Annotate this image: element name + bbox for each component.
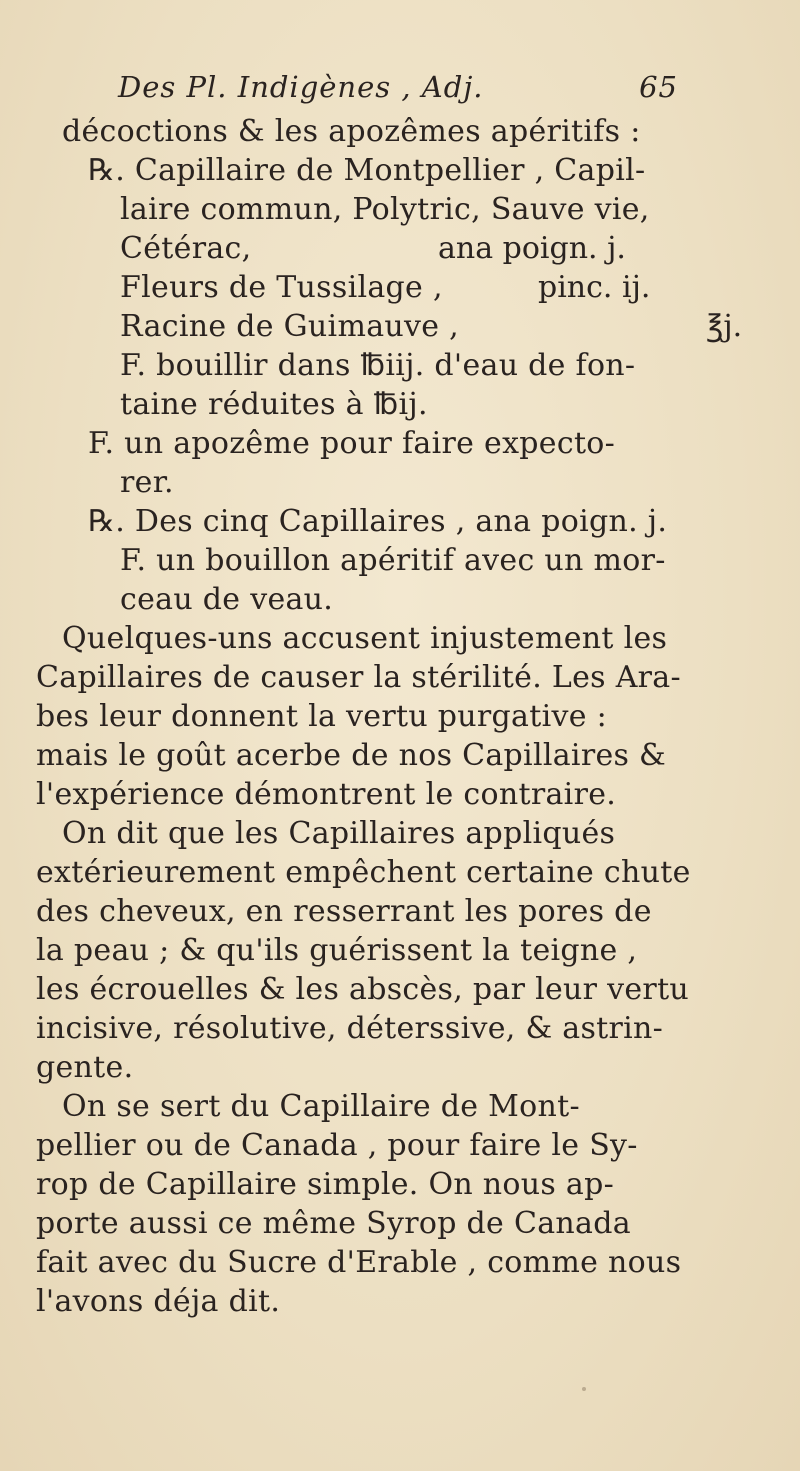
page-header [118, 70, 678, 110]
paper-speck [582, 1387, 586, 1391]
text-line: l'expérience démontrent le contraire. [36, 777, 617, 812]
text-line: F. un apozême pour faire expecto- [88, 426, 616, 461]
text-line: rer. [120, 465, 174, 500]
text-line: l'avons déja dit. [36, 1284, 281, 1319]
quantity-ounce: ℥j. [706, 309, 743, 344]
text-line: extérieurement empêchent certaine chute [36, 855, 691, 890]
running-title: Des Pl. Indigènes , Adj. [118, 70, 484, 104]
text-line: F. bouillir dans ℔iij. d'eau de fon- [120, 348, 636, 383]
text-line: ℞. Des cinq Capillaires , ana poign. j. [88, 504, 668, 539]
text-line: Capillaires de causer la stérilité. Les Ara- [36, 660, 681, 695]
text-line: gente. [36, 1050, 134, 1085]
text-line: Cétérac, [120, 231, 252, 266]
text-line: ℞. Capillaire de Montpellier , Capil- [88, 153, 646, 188]
text-line: Fleurs de Tussilage , [120, 270, 443, 305]
text-line: des cheveux, en resserrant les pores de [36, 894, 652, 929]
text-line: laire commun, Polytric, Sauve vie, [120, 192, 650, 227]
text-line: décoctions & les apozêmes apéritifs : [62, 114, 641, 149]
text-line: mais le goût acerbe de nos Capillaires & [36, 738, 667, 773]
text-line: ceau de veau. [120, 582, 334, 617]
text-line: pellier ou de Canada , pour faire le Sy- [36, 1128, 638, 1163]
text-line: les écrouelles & les abscès, par leur vertu [36, 972, 690, 1007]
text-line: Quelques-uns accusent injustement les [62, 621, 668, 656]
text-line: Racine de Guimauve , [120, 309, 459, 344]
page-number: 65 [639, 70, 678, 104]
text-line: fait avec du Sucre d'Erable , comme nous [36, 1245, 682, 1280]
text-line: porte aussi ce même Syrop de Canada [36, 1206, 631, 1241]
quantity-ana: ana poign. j. [438, 231, 626, 266]
text-line: incisive, résolutive, déterssive, & astrin- [36, 1011, 664, 1046]
text-line: On dit que les Capillaires appliqués [62, 816, 616, 851]
text-line: On se sert du Capillaire de Mont- [62, 1089, 580, 1124]
text-line: F. un bouillon apéritif avec un mor- [120, 543, 666, 578]
text-line: la peau ; & qu'ils guérissent la teigne , [36, 933, 638, 968]
text-line: rop de Capillaire simple. On nous ap- [36, 1167, 615, 1202]
quantity-pinc: pinc. ij. [538, 270, 651, 305]
text-line: taine réduites à ℔ij. [120, 387, 428, 422]
text-line: bes leur donnent la vertu purgative : [36, 699, 608, 734]
